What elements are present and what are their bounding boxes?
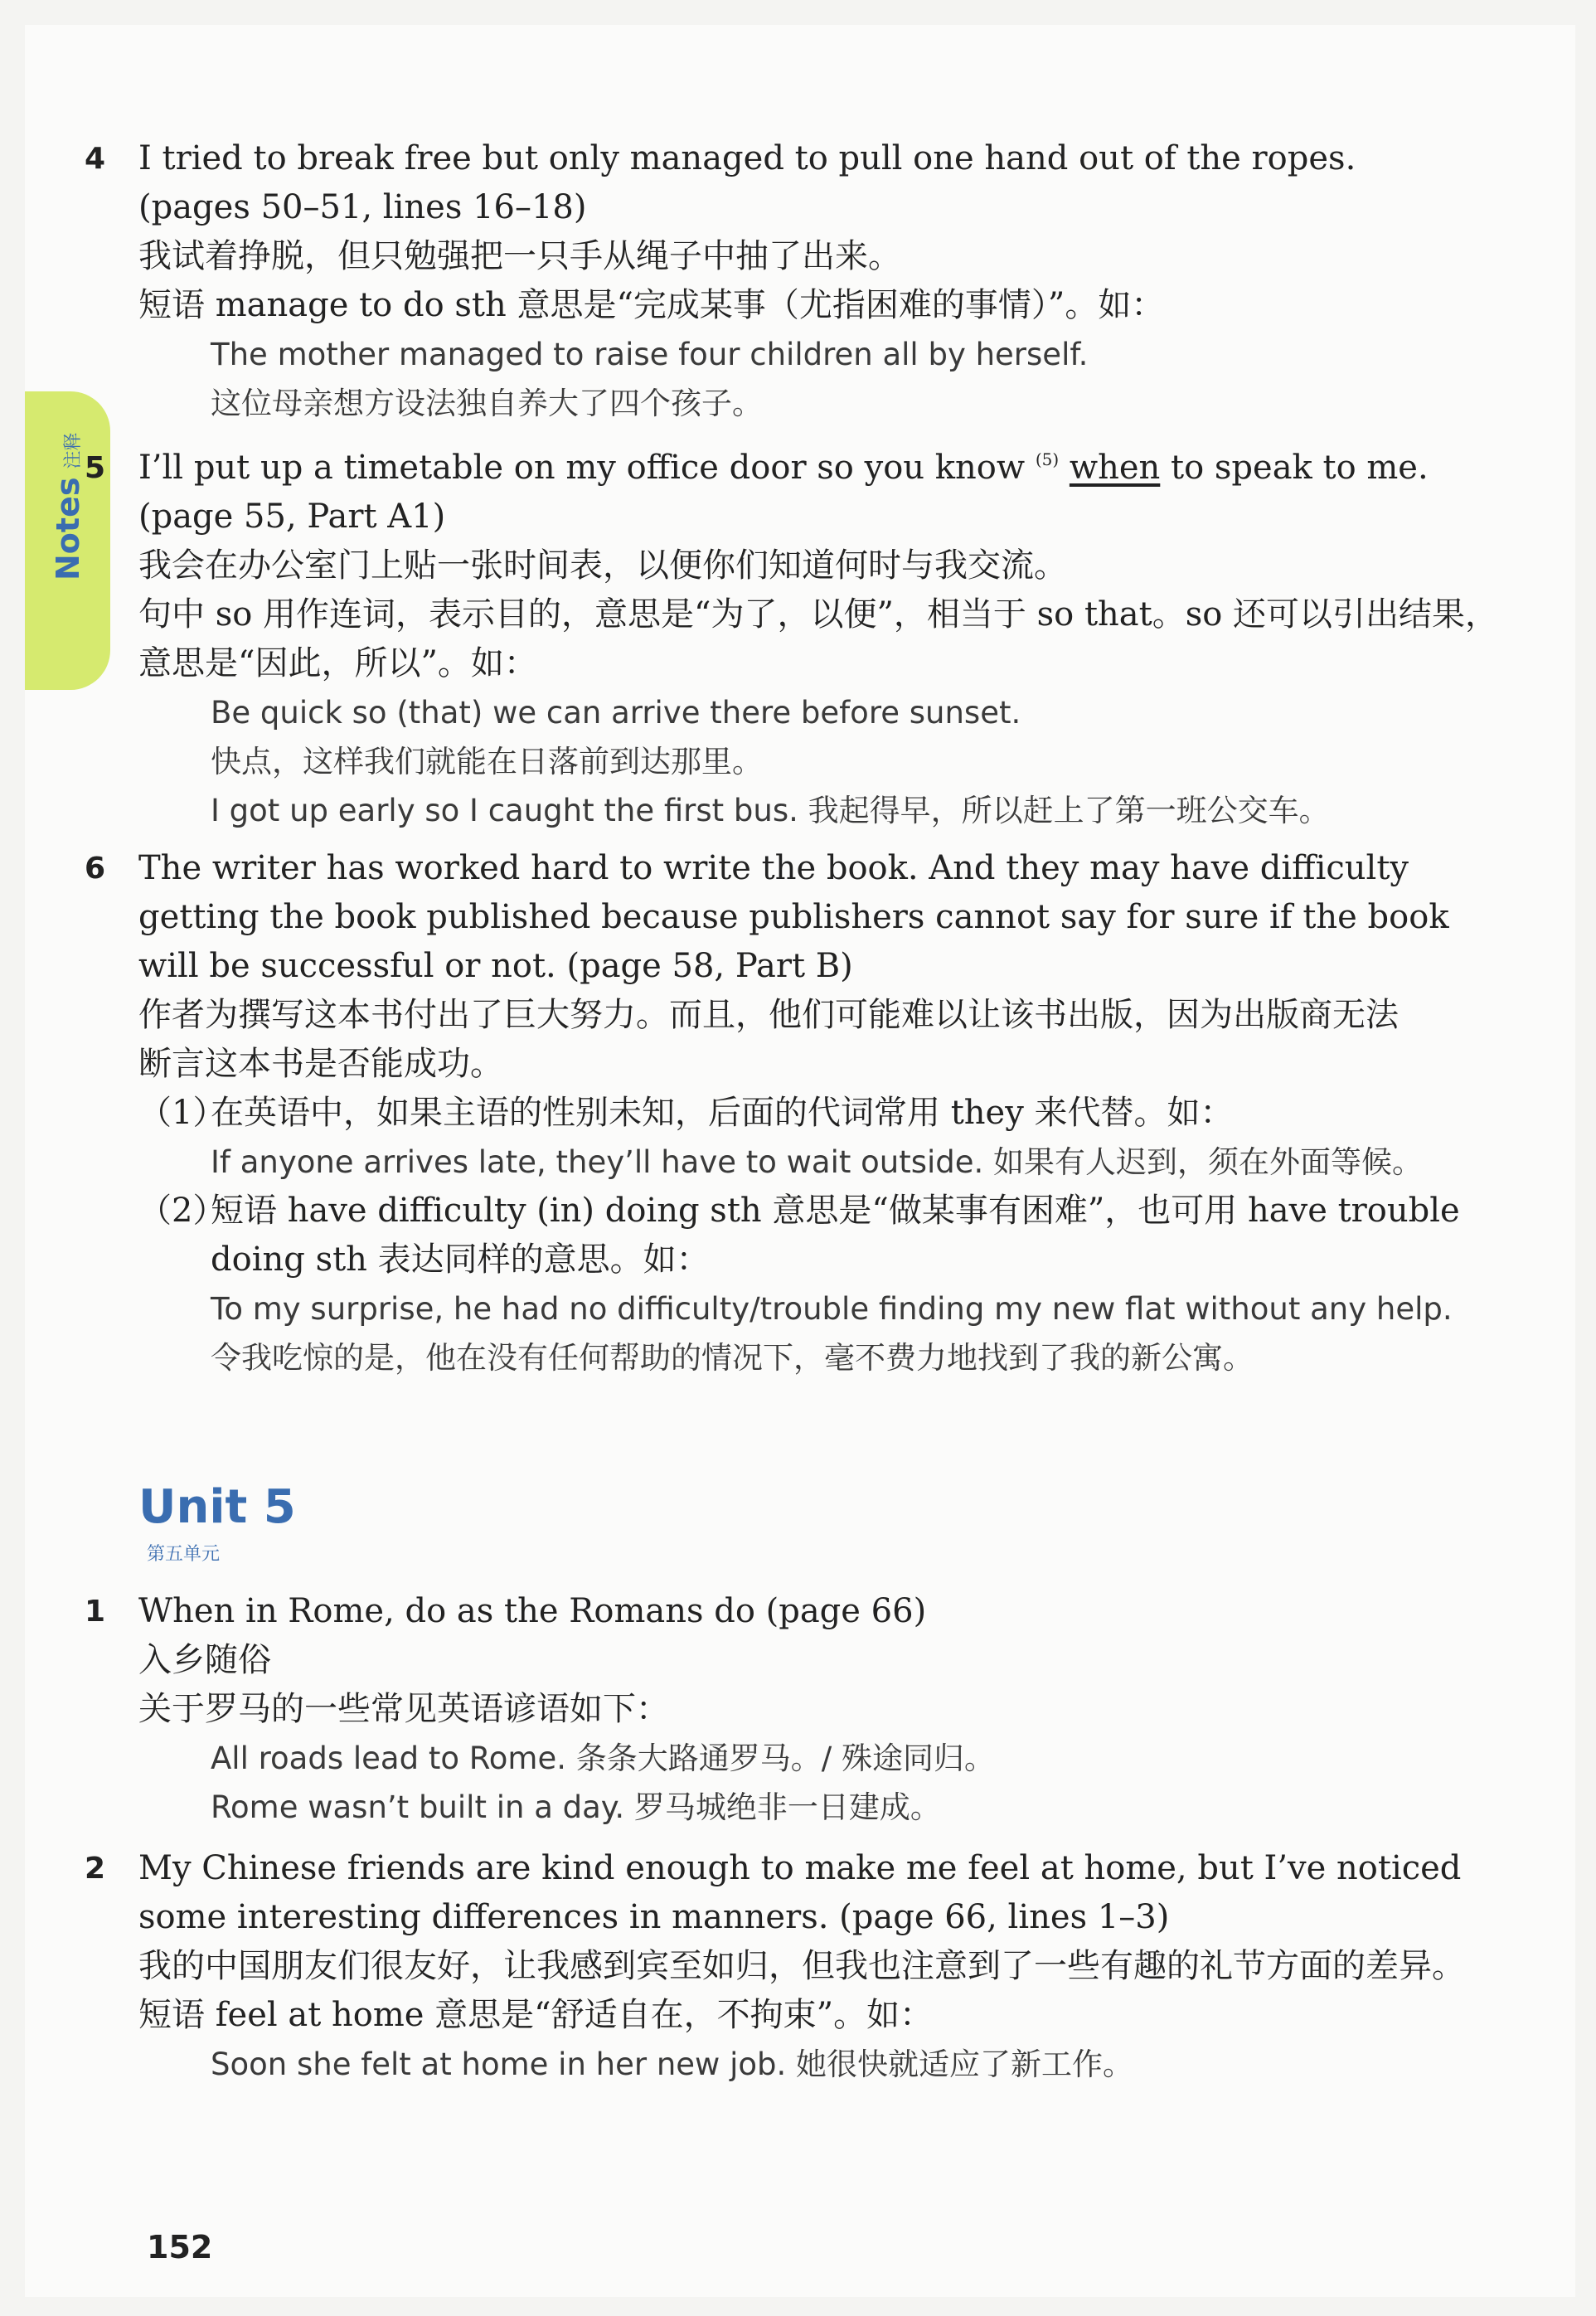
note-4	[85, 134, 1540, 428]
unit5-note-2	[85, 1844, 1540, 2089]
note-text: 入乡随俗	[138, 1641, 271, 1679]
subpoint-label: （1）	[138, 1094, 226, 1132]
subpoint-2	[138, 1187, 1540, 1382]
note-text: 短语 have difficulty (in) doing sth 意思是“做某事有困难”，也可用 have trouble	[211, 1192, 1460, 1230]
example-sentence: I got up early so I caught the first bus. 我起得早，所以赶上了第一班公交车。	[211, 793, 1330, 828]
page-number: 152	[147, 2229, 213, 2265]
note-text: (pages 50–51, lines 16–18)	[138, 188, 587, 226]
unit-title: Unit 5	[138, 1480, 296, 1534]
note-text: 我试着挣脱，但只勉强把一只手从绳子中抽了出来。	[138, 237, 901, 275]
example-sentence: All roads lead to Rome. 条条大路通罗马。/ 殊途同归。	[211, 1741, 995, 1776]
footnote-marker: (5)	[1035, 449, 1060, 469]
note-6	[85, 844, 1540, 1382]
note-text: 短语 feel at home 意思是“舒适自在，不拘束”。如：	[138, 1996, 934, 2034]
note-text: some interesting differences in manners. (page 66, lines 1–3)	[138, 1898, 1170, 1936]
note-text: getting the book published because publishers cannot say for sure if the book	[138, 898, 1449, 936]
example-sentence: To my surprise, he had no difficulty/trouble finding my new flat without any help.	[211, 1291, 1453, 1327]
note-number: 4	[85, 142, 106, 176]
note-headline: I’ll put up a timetable on my office door so you know $^{(5)}$ when to speak to me.	[138, 449, 1429, 487]
note-text: I tried to break free but only managed to pull one hand out of the ropes.	[138, 139, 1356, 177]
note-text: 句中 so 用作连词，表示目的，意思是“为了，以便”，相当于 so that。so 还可以引出结果，	[138, 595, 1499, 634]
note-number: 1	[85, 1595, 106, 1629]
note-text: When in Rome, do as the Romans do (page 66)	[138, 1592, 927, 1630]
subpoint-1	[138, 1089, 1540, 1187]
note-text: doing sth 表达同样的意思。如：	[211, 1241, 710, 1279]
note-text: The writer has worked hard to write the book. And they may have difficulty	[138, 849, 1409, 887]
unit5-note-1	[85, 1587, 1540, 1832]
note-number: 5	[85, 451, 106, 485]
notes-tab-label: Notes注释	[50, 432, 86, 580]
example-sentence: 令我吃惊的是，他在没有任何帮助的情况下，毫不费力地找到了我的新公寓。	[211, 1340, 1254, 1376]
note-text: 关于罗马的一些常见英语谚语如下：	[138, 1690, 669, 1728]
note-text: My Chinese friends are kind enough to make me feel at home, but I’ve noticed	[138, 1849, 1462, 1887]
underlined-word: when	[1069, 449, 1161, 487]
note-text: 在英语中，如果主语的性别未知，后面的代词常用 they 来代替。如：	[211, 1094, 1234, 1132]
note-text: 作者为撰写这本书付出了巨大努力。而且，他们可能难以让该书出版，因为出版商无法	[138, 996, 1399, 1034]
note-5	[85, 444, 1540, 835]
note-number: 6	[85, 852, 106, 886]
example-sentence: 快点，这样我们就能在日落前到达那里。	[211, 744, 763, 779]
example-sentence: Be quick so (that) we can arrive there before sunset.	[211, 695, 1021, 731]
subpoint-label: （2）	[138, 1192, 226, 1230]
example-sentence: Soon she felt at home in her new job. 她很快就适应了新工作。	[211, 2047, 1133, 2082]
note-text: 断言这本书是否能成功。	[138, 1045, 503, 1083]
note-text: 我的中国朋友们很友好，让我感到宾至如归，但我也注意到了一些有趣的礼节方面的差异。	[138, 1947, 1465, 1985]
example-sentence: The mother managed to raise four children all by herself.	[211, 337, 1089, 372]
note-text: 短语 manage to do sth 意思是“完成某事（尤指困难的事情）”。如：	[138, 286, 1165, 324]
note-number: 2	[85, 1852, 106, 1886]
example-sentence: Rome wasn’t built in a day. 罗马城绝非一日建成。	[211, 1789, 941, 1825]
note-text: will be successful or not. (page 58, Part B)	[138, 947, 853, 985]
note-text: 我会在办公室门上贴一张时间表，以便你们知道何时与我交流。	[138, 546, 1067, 585]
example-sentence: 这位母亲想方设法独自养大了四个孩子。	[211, 386, 763, 421]
note-text: (page 55, Part A1)	[138, 498, 446, 536]
example-sentence: If anyone arrives late, they’ll have to wait outside. 如果有人迟到，须在外面等候。	[211, 1144, 1424, 1180]
unit-subtitle: 第五单元	[147, 1544, 221, 1565]
note-text: 意思是“因此，所以”。如：	[138, 644, 537, 682]
